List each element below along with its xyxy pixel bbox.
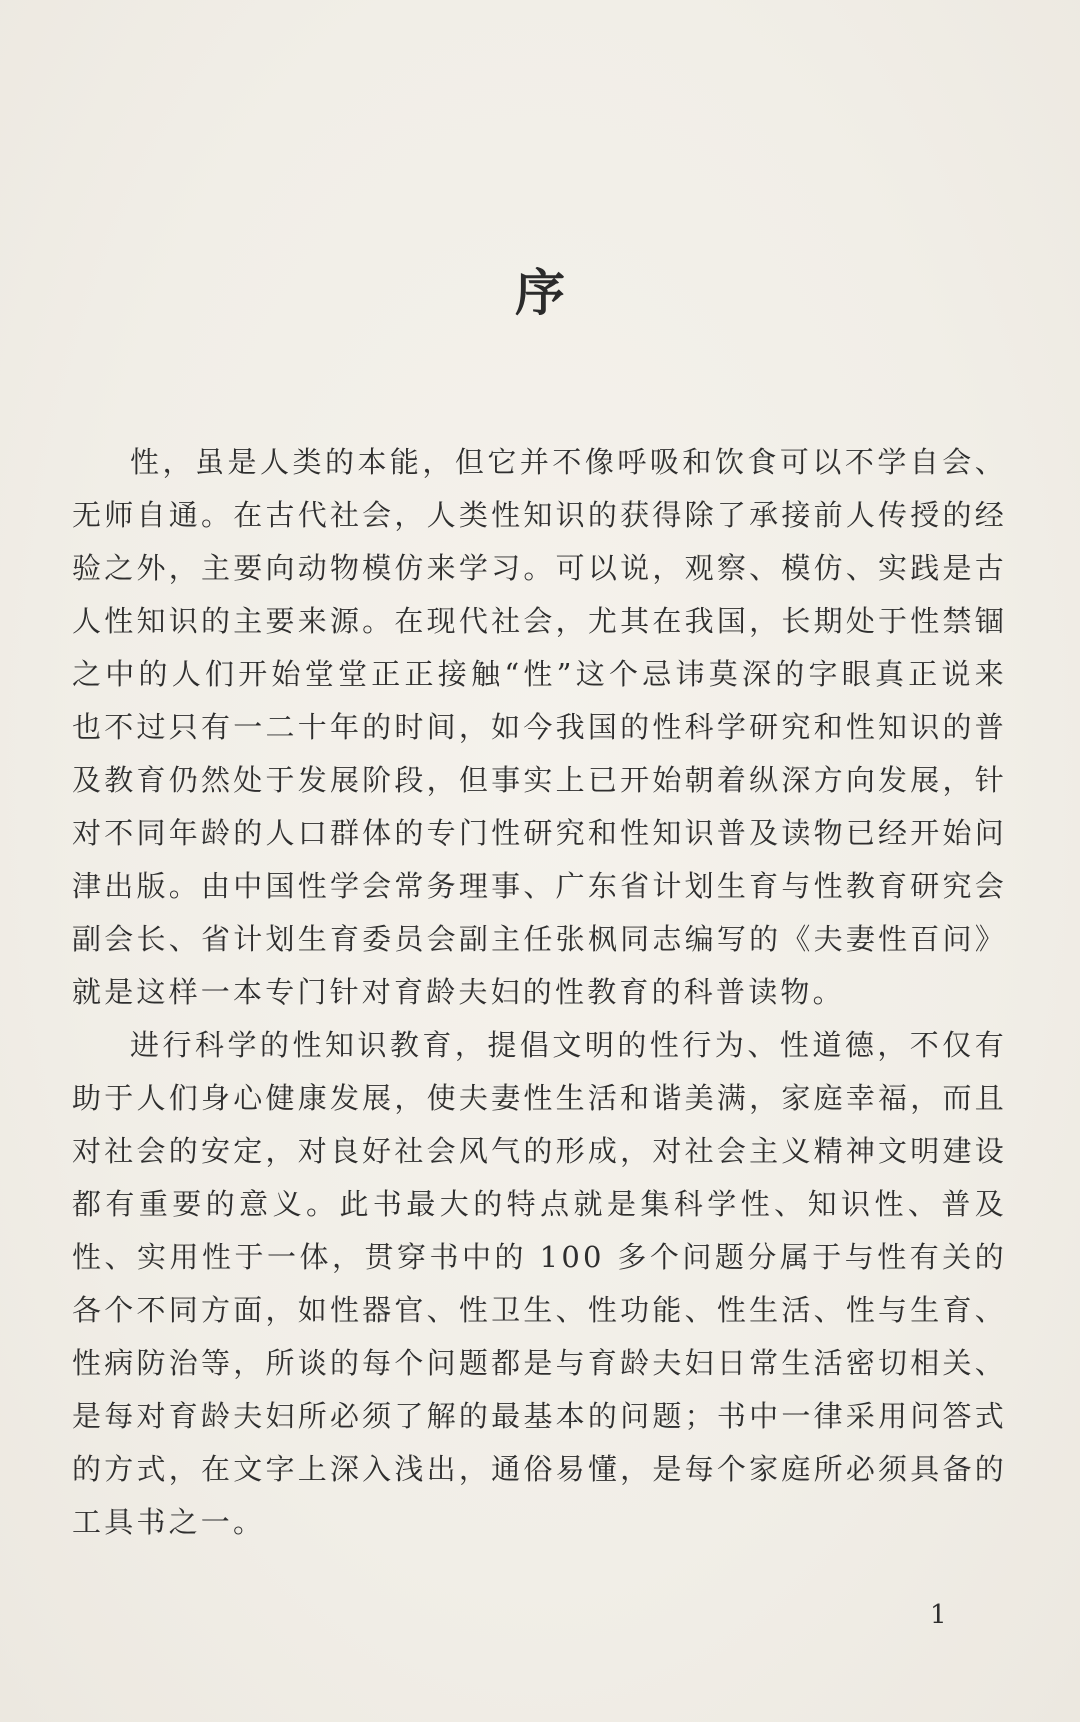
page-title: 序 <box>515 264 565 322</box>
paragraph-1: 性，虽是人类的本能，但它并不像呼吸和饮食可以不学自会、无师自通。在古代社会，人类性知识的获得除了承接前人传授的经验之外，主要向动物模仿来学习。可以说，观察、模仿、实践是古人性知识的主要来源。在现代社会，尤其在我国，长期处于性禁锢之中的人们开始堂堂正正接触“性”这个忌讳莫深的字眼真正说来也不过只有一二十年的时间，如今我国的性科学研究和性知识的普及教育仍然处于发展阶段，但事实上已开始朝着纵深方向发展，针对不同年龄的人口群体的专门性研究和性知识普及读物已经开始问津出版。由中国性学会常务理事、广东省计划生育与性教育研究会副会长、省计划生育委员会副主任张枫同志编写的《夫妻性百问》就是这样一本专门针对育龄夫妇的性教育的科普读物。 <box>72 445 1007 1009</box>
preface-body <box>72 436 1007 1549</box>
paragraph-2: 进行科学的性知识教育，提倡文明的性行为、性道德，不仅有助于人们身心健康发展，使夫妻性生活和谐美满，家庭幸福，而且对社会的安定，对良好社会风气的形成，对社会主义精神文明建设都有重要的意义。此书最大的特点就是集科学性、知识性、普及性、实用性于一体，贯穿书中的 100 多个问题分属于与性有关的各个不同方面，如性器官、性卫生、性功能、性生活、性与生育、性病防治等，所谈的每个问题都是与育龄夫妇日常生活密切相关、是每对育龄夫妇所必须了解的最基本的问题；书中一律采用问答式的方式，在文字上深入浅出，通俗易懂，是每个家庭所必须具备的工具书之一。 <box>72 1028 1007 1539</box>
page-number: 1 <box>930 1600 947 1630</box>
